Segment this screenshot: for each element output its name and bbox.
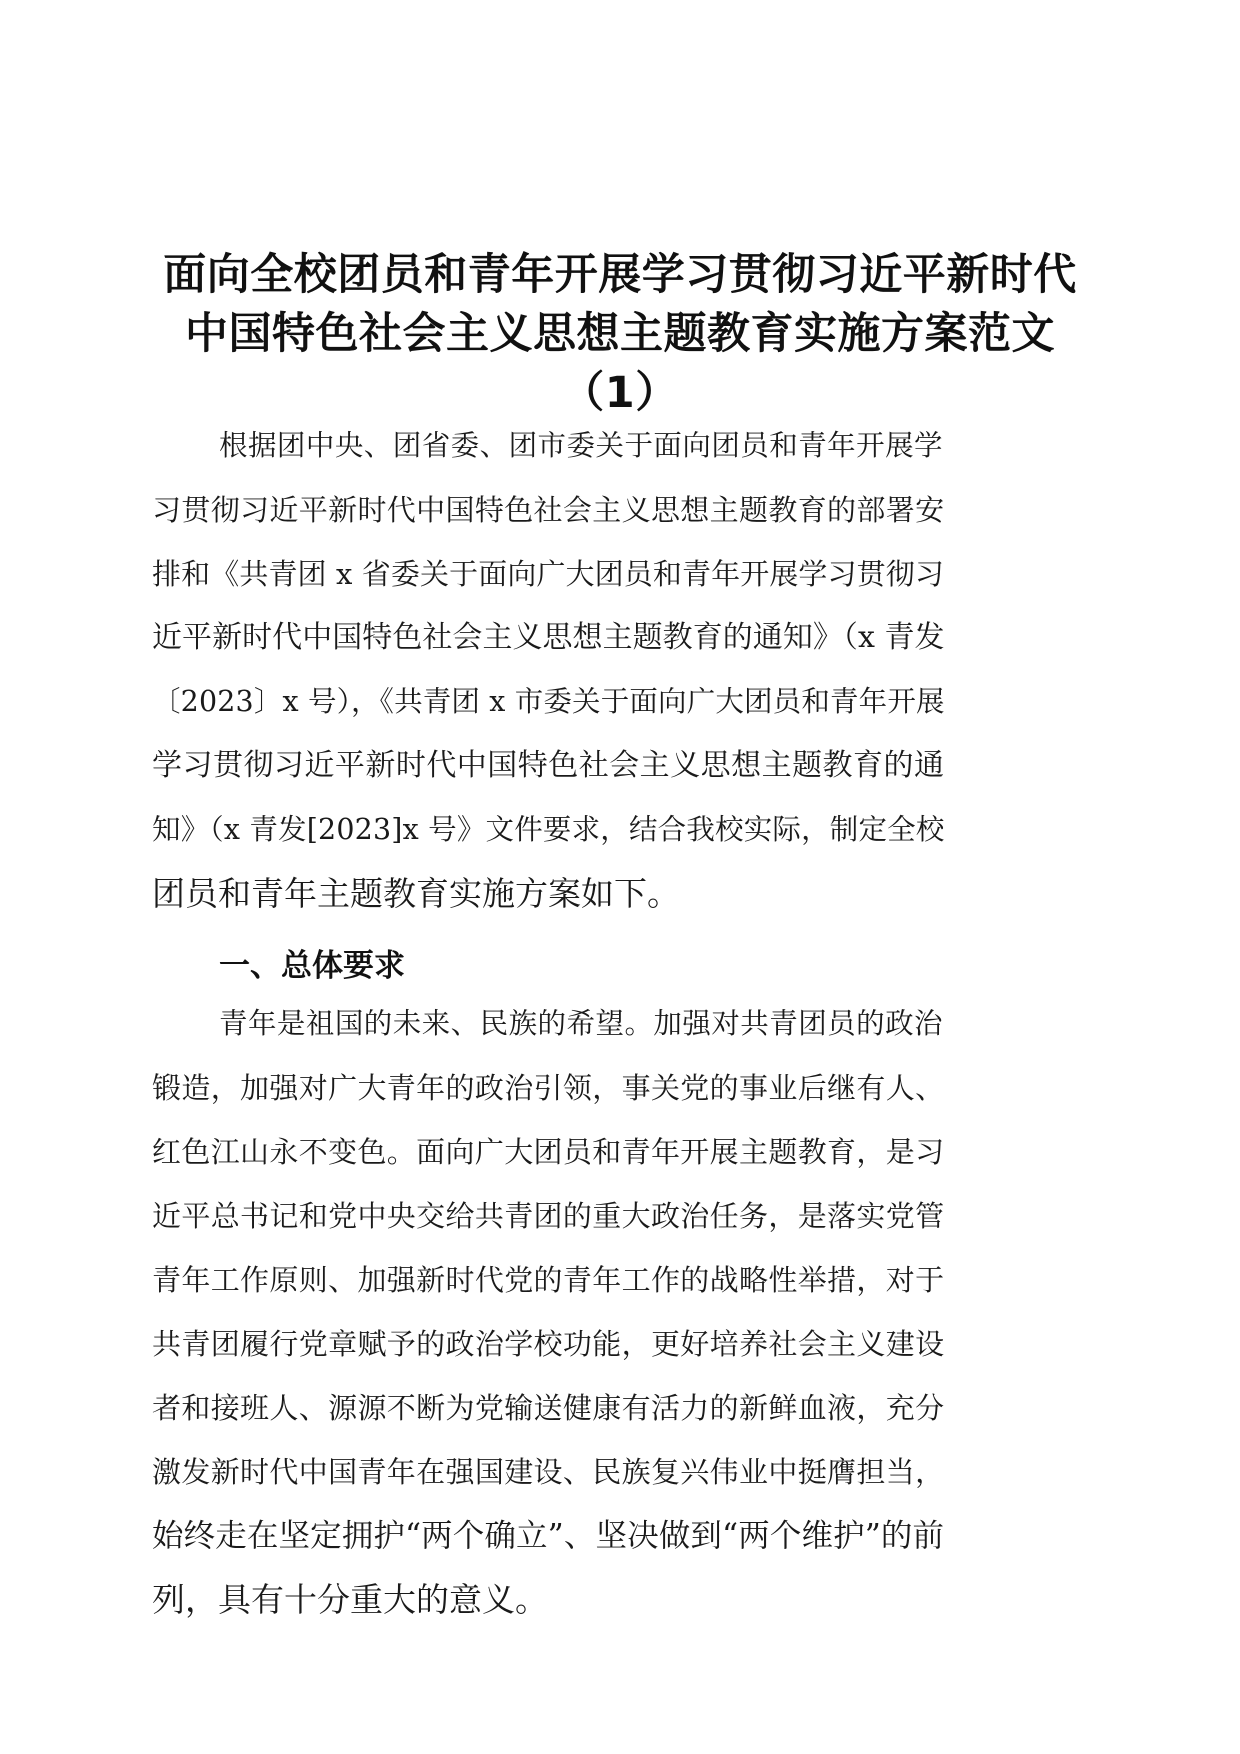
paragraph-2-line-6: 共青团履行党章赋予的政治学校功能，更好培养社会主义建设 xyxy=(152,1327,945,1361)
paragraph-2-line-7: 者和接班人、源源不断为党输送健康有活力的新鲜血液，充分 xyxy=(152,1391,945,1425)
paragraph-1-line-1: 根据团中央、团省委、团市委关于面向团员和青年开展学 xyxy=(219,429,944,462)
paragraph-2-line-1: 青年是祖国的未来、民族的希望。加强对共青团员的政治 xyxy=(219,1007,944,1040)
paragraph-2-line-9: 始终走在坚定拥护“两个确立”、坚决做到“两个维护”的前 xyxy=(152,1518,945,1554)
paragraph-1-line-8: 团员和青年主题教育实施方案如下。 xyxy=(152,874,680,913)
paragraph-1-line-2: 习贯彻习近平新时代中国特色社会主义思想主题教育的部署安 xyxy=(152,493,945,527)
section-1-heading: 一、总体要求 xyxy=(219,948,405,984)
paragraph-1-line-6: 学习贯彻习近平新时代中国特色社会主义思想主题教育的通 xyxy=(152,748,945,783)
paragraph-2-line-10: 列，具有十分重大的意义。 xyxy=(152,1580,548,1619)
paragraph-2-line-4: 近平总书记和党中央交给共青团的重大政治任务，是落实党管 xyxy=(152,1199,945,1233)
paragraph-1-line-5: 〔2023〕x 号），《共青团 x 市委关于面向广大团员和青年开展 xyxy=(152,685,945,718)
paragraph-1-line-7: 知》（x 青发[2023]x 号》文件要求，结合我校实际，制定全校 xyxy=(152,813,945,846)
paragraph-2-line-5: 青年工作原则、加强新时代党的青年工作的战略性举措，对于 xyxy=(152,1263,945,1297)
paragraph-1-line-3: 排和《共青团 x 省委关于面向广大团员和青年开展学习贯彻习 xyxy=(152,557,944,591)
document-title: 面向全校团员和青年开展学习贯彻习近平新时代中国特色社会主义思想主题教育实施方案范文（1） xyxy=(163,250,1077,418)
paragraph-2-line-2: 锻造，加强对广大青年的政治引领，事关党的事业后继有人、 xyxy=(152,1071,945,1105)
paragraph-2-line-8: 激发新时代中国青年在强国建设、民族复兴伟业中挺膺担当， xyxy=(152,1455,945,1489)
paragraph-2-line-3: 红色江山永不变色。面向广大团员和青年开展主题教育，是习 xyxy=(152,1135,945,1169)
paragraph-1-line-4: 近平新时代中国特色社会主义思想主题教育的通知》（x 青发 xyxy=(152,620,945,655)
